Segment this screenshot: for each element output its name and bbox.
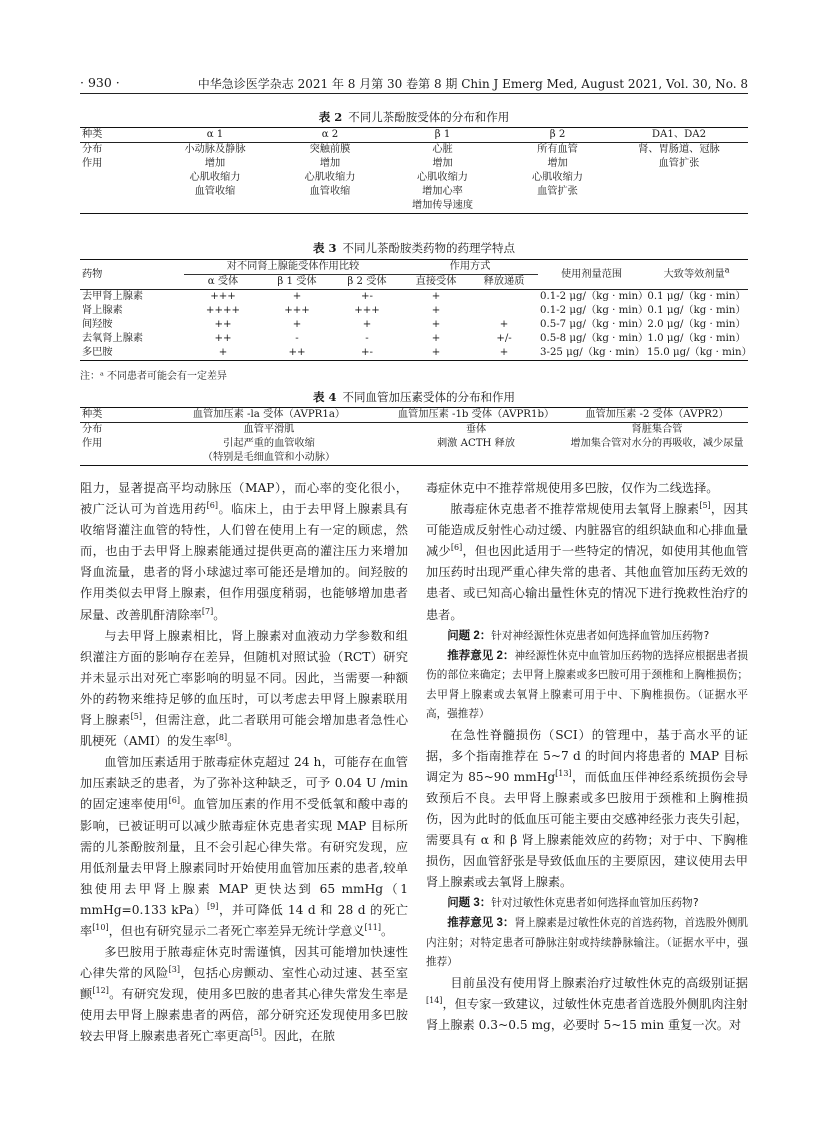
table-header-row: 药物 对不同肾上腺能受体作用比较 作用方式 使用剂量范围 大致等效剂量$^a$ [80, 260, 748, 275]
table-row: 肾上腺素 ++++ +++ +++ + 0.1-2 μg/（kg · min） 0.1 μg/（kg · min） [82, 305, 746, 316]
paragraph: 多巴胺用于脓毒症休克时需谨慎，因其可能增加快速性心律失常的风险[3]，包括心房颤动、室性心动过速、甚至室颤[12]。有研究发现，使用多巴胺的患者其心律失常发生率是使用去甲肾上腺素患者的两倍，部分研究还发现使用多巴胺较去甲肾上腺素患者死亡率更高[5]。因此，在脓 [80, 945, 409, 1044]
paragraph: 阻力，显著提高平均动脉压（MAP），而心率的变化很小，被广泛认可为首选用药[6]。临床上，由于去甲肾上腺素具有收缩肾灌注血管的特性，人们曾在使用上有一定的顾虑，然而，也由于去甲肾上腺素能通过提供更高的灌注压力来增加肾血流量，患者的肾小球滤过率可能还是增加的。间羟胺的作用类似去甲肾上腺素，但作用强度稍弱，也能够增加患者尿量、改善肌酐清除率[7]。 [80, 481, 409, 622]
table3-footnote: 注：ᵃ 不同患者可能会有一定差异 [80, 371, 228, 382]
table2 [80, 127, 748, 214]
table-row: 分布 小动脉及静脉 突触前膜 心脏 所有血管 肾、胃肠道、冠脉 [82, 144, 720, 155]
table3-caption: 表 3 不同儿茶酚胺类药物的药理学特点 [312, 241, 515, 255]
recommendation-2: 推荐意见 2：神经源性休克中血管加压药物的选择应根据患者损伤的部位来确定；去甲肾上腺素或多巴胺可用于颈椎和上胸椎损伤；去甲肾上腺素或去氧肾上腺素可用于中、下胸椎损伤。（证据水平高，强推荐） [426, 649, 749, 721]
table-row: 血管收缩 血管收缩 增加心率 血管扩张 [194, 186, 578, 197]
question-2: 问题 2：针对神经源性休克患者如何选择血管加压药物? [447, 629, 710, 642]
table4-caption: 表 4 不同血管加压素受体的分布和作用 [312, 390, 515, 404]
recommendation-3: 推荐意见 3：肾上腺素是过敏性休克的首选药物，首选股外侧肌内注射；对特定患者可静脉注射或持续静脉输注。（证据水平中，强推荐） [426, 917, 749, 969]
question-3: 问题 3：针对过敏性休克患者如何选择血管加压药物? [447, 897, 699, 910]
table-row: 去甲肾上腺素 +++ + +- + 0.1-2 μg/（kg · min） 0.1 μg/（kg · min） [82, 291, 746, 302]
page-number: · 930 · [80, 75, 120, 90]
table-row: 心肌收缩力 心肌收缩力 心肌收缩力 心肌收缩力 [189, 172, 583, 183]
paragraph: 血管加压素适用于脓毒症休克超过 24 h，可能存在血管加压素缺乏的患者，为了弥补这种缺乏，可予 0.04 U /min 的固定速率使用[6]。血管加压素的作用不受低氧和酸中毒的影响，已被证明可以减少脓毒症休克患者实现 MAP 目标所需的儿茶酚胺剂量，且不会引起心律失常。有研究发现，应用低剂量去甲肾上腺素同时开始使用血管加压素的患者,较单独使用去甲肾上腺素 MAP 更快达到 65 mmHg（1 mmHg=0.133 kPa）[9]，并可降低 14 d 和 28 d 的死亡率[10]，但也有研究显示二者死亡率差异无统计学意义[11]。 [80, 755, 409, 938]
left-text-column [80, 478, 408, 1048]
right-text-column [426, 478, 748, 1036]
journal-citation: 中华急诊医学杂志 2021 年 8 月第 30 卷第 8 期 Chin J Emerg Med, August 2021, Vol. 30, No. 8 [197, 77, 748, 91]
table-header-row: 种类 α 1 α 2 β 1 β 2 DA1、DA2 [80, 128, 748, 143]
table-row: 作用 引起严重的血管收缩 刺激 ACTH 释放 增加集合管对水分的再吸收，减少尿量 [82, 438, 744, 449]
table-row: 作用 增加 增加 增加 增加 血管扩张 [82, 158, 700, 169]
paragraph: 在急性脊髓损伤（SCI）的管理中，基于高水平的证据，多个指南推荐在 5~7 d 的时间内将患者的 MAP 目标调定为 85~90 mmHg[13]，而低血压伴神经系统损伤会导致预后不良。去甲肾上腺素或多巴胺用于颈椎和上胸椎损伤，因为此时的低血压可能主要由交感神经张力丧失引起，需要具有 α 和 β 肾上腺素能效应的药物；对于中、下胸椎损伤，因血管舒张是导致低血压的主要原因，建议使用去甲肾上腺素或去氧肾上腺素。 [426, 727, 748, 890]
table-row: 增加传导速度 [80, 199, 748, 214]
table4 [80, 407, 748, 466]
table-row: 多巴胺 + ++ +- + + 3-25 μg/（kg · min） 15.0 μg/（kg · min） [80, 346, 748, 361]
table3 [80, 259, 752, 361]
table2-caption: 表 2 不同儿茶酚胺受体的分布和作用 [318, 110, 510, 124]
table-row: （特别是毛细血管和小动脉） [80, 451, 748, 466]
paragraph: 脓毒症休克患者不推荐常规使用去氧肾上腺素[5]，因其可能造成反射性心动过缓、内脏器官的组织缺血和心排血量减少[6]，但也因此适用于一些特定的情况，如使用其他血管加压药时出现严重心律失常的患者、其他血管加压药无效的患者、或已知高心输出量性休克的情况下进行挽救性治疗的患者。 [426, 501, 749, 622]
table-row: 分布 血管平滑肌 垂体 肾脏集合管 [82, 424, 683, 435]
running-header [80, 73, 748, 94]
paragraph: 与去甲肾上腺素相比，肾上腺素对血液动力学参数和组织灌注方面的影响存在差异，但随机对照试验（RCT）研究并未显示出对死亡率影响的明显不同。因此，当需要一种额外的药物来维持足够的血压时，可以考虑去甲肾上腺素联用肾上腺素[5]，但需注意，此二者联用可能会增加患者急性心肌梗死（AMI）的发生率[8]。 [80, 628, 409, 749]
paragraph: 目前虽没有使用肾上腺素治疗过敏性休克的高级别证据[14]，但专家一致建议，过敏性休克患者首选股外侧肌肉注射肾上腺素 0.3~0.5 mg，必要时 5~15 min 重复一次。对 [426, 975, 748, 1033]
paragraph: 毒症休克中不推荐常规使用多巴胺，仅作为二线选择。 [426, 481, 719, 495]
table-header-row: 种类 血管加压素 -la 受体（AVPR1a） 血管加压素 -1b 受体（AVPR1b） 血管加压素 -2 受体（AVPR2） [80, 408, 748, 423]
table-row: 间羟胺 ++ + + + + 0.5-7 μg/（kg · min） 2.0 μg/（kg · min） [82, 319, 746, 330]
table-row: 去氧肾上腺素 ++ - - + +/- 0.5-8 μg/（kg · min） 1.0 μg/（kg · min） [82, 333, 746, 344]
table-subheader-row: α 受体 β 1 受体 β 2 受体 直接受体 释放递质 [80, 275, 748, 290]
